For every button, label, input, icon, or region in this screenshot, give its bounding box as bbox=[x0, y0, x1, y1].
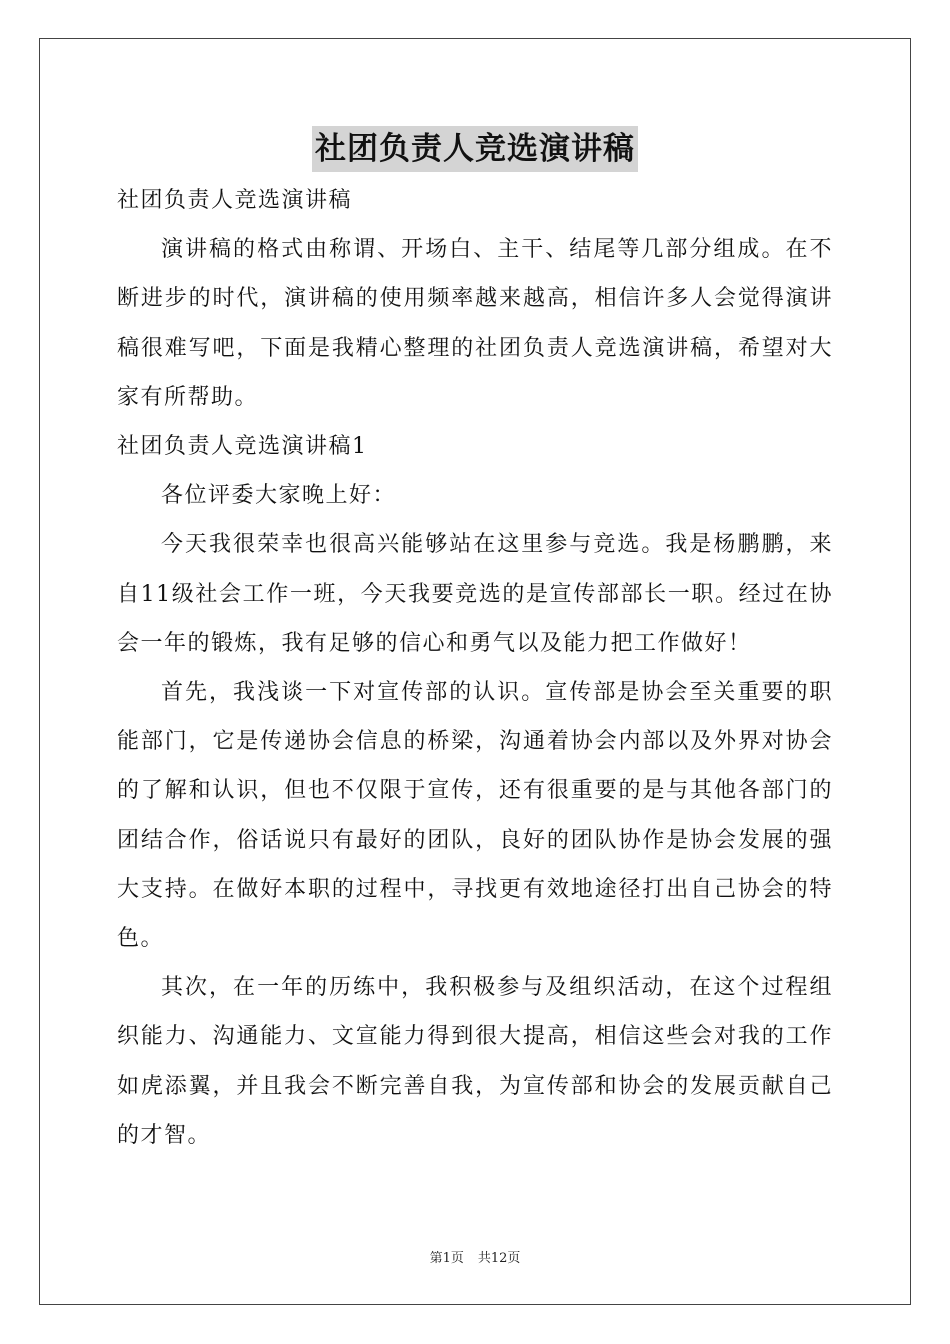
paragraph-body: 今天我很荣幸也很高兴能够站在这里参与竞选。我是杨鹏鹏，来自11级社会工作一班，今天我要竞选的是宣传部部长一职。经过在协会一年的锻炼，我有足够的信心和勇气以及能力把工作做好！ bbox=[117, 532, 833, 656]
paragraph-greeting: 各位评委大家晚上好： bbox=[161, 483, 397, 509]
paragraph-heading: 社团负责人竞选演讲稿 bbox=[117, 188, 353, 213]
page-footer bbox=[0, 1247, 950, 1266]
page-total: 共12页 bbox=[477, 1251, 521, 1266]
paragraph-section-heading: 社团负责人竞选演讲稿1 bbox=[117, 434, 368, 460]
paragraph-intro: 演讲稿的格式由称谓、开场白、主干、结尾等几部分组成。在不断进步的时代，演讲稿的使用频率越来越高，相信许多人会觉得演讲稿很难写吧，下面是我精心整理的社团负责人竞选演讲稿，希望对大家有所帮助。 bbox=[117, 237, 833, 410]
document-title: 社团负责人竞选演讲稿 bbox=[312, 126, 638, 172]
page-number: 第1页 bbox=[429, 1251, 464, 1266]
paragraph-body: 首先，我浅谈一下对宣传部的认识。宣传部是协会至关重要的职能部门，它是传递协会信息的桥梁，沟通着协会内部以及外界对协会的了解和认识，但也不仅限于宣传，还有很重要的是与其他各部门的团结合作，俗话说只有最好的团队，良好的团队协作是协会发展的强大支持。在做好本职的过程中，寻找更有效地途径打出自己协会的特色。 bbox=[117, 680, 833, 952]
title-container bbox=[0, 126, 950, 172]
document-body bbox=[117, 176, 833, 1160]
paragraph-body: 其次，在一年的历练中，我积极参与及组织活动，在这个过程组织能力、沟通能力、文宣能力得到很大提高，相信这些会对我的工作如虎添翼，并且我会不断完善自我，为宣传部和协会的发展贡献自己的才智。 bbox=[117, 975, 833, 1148]
